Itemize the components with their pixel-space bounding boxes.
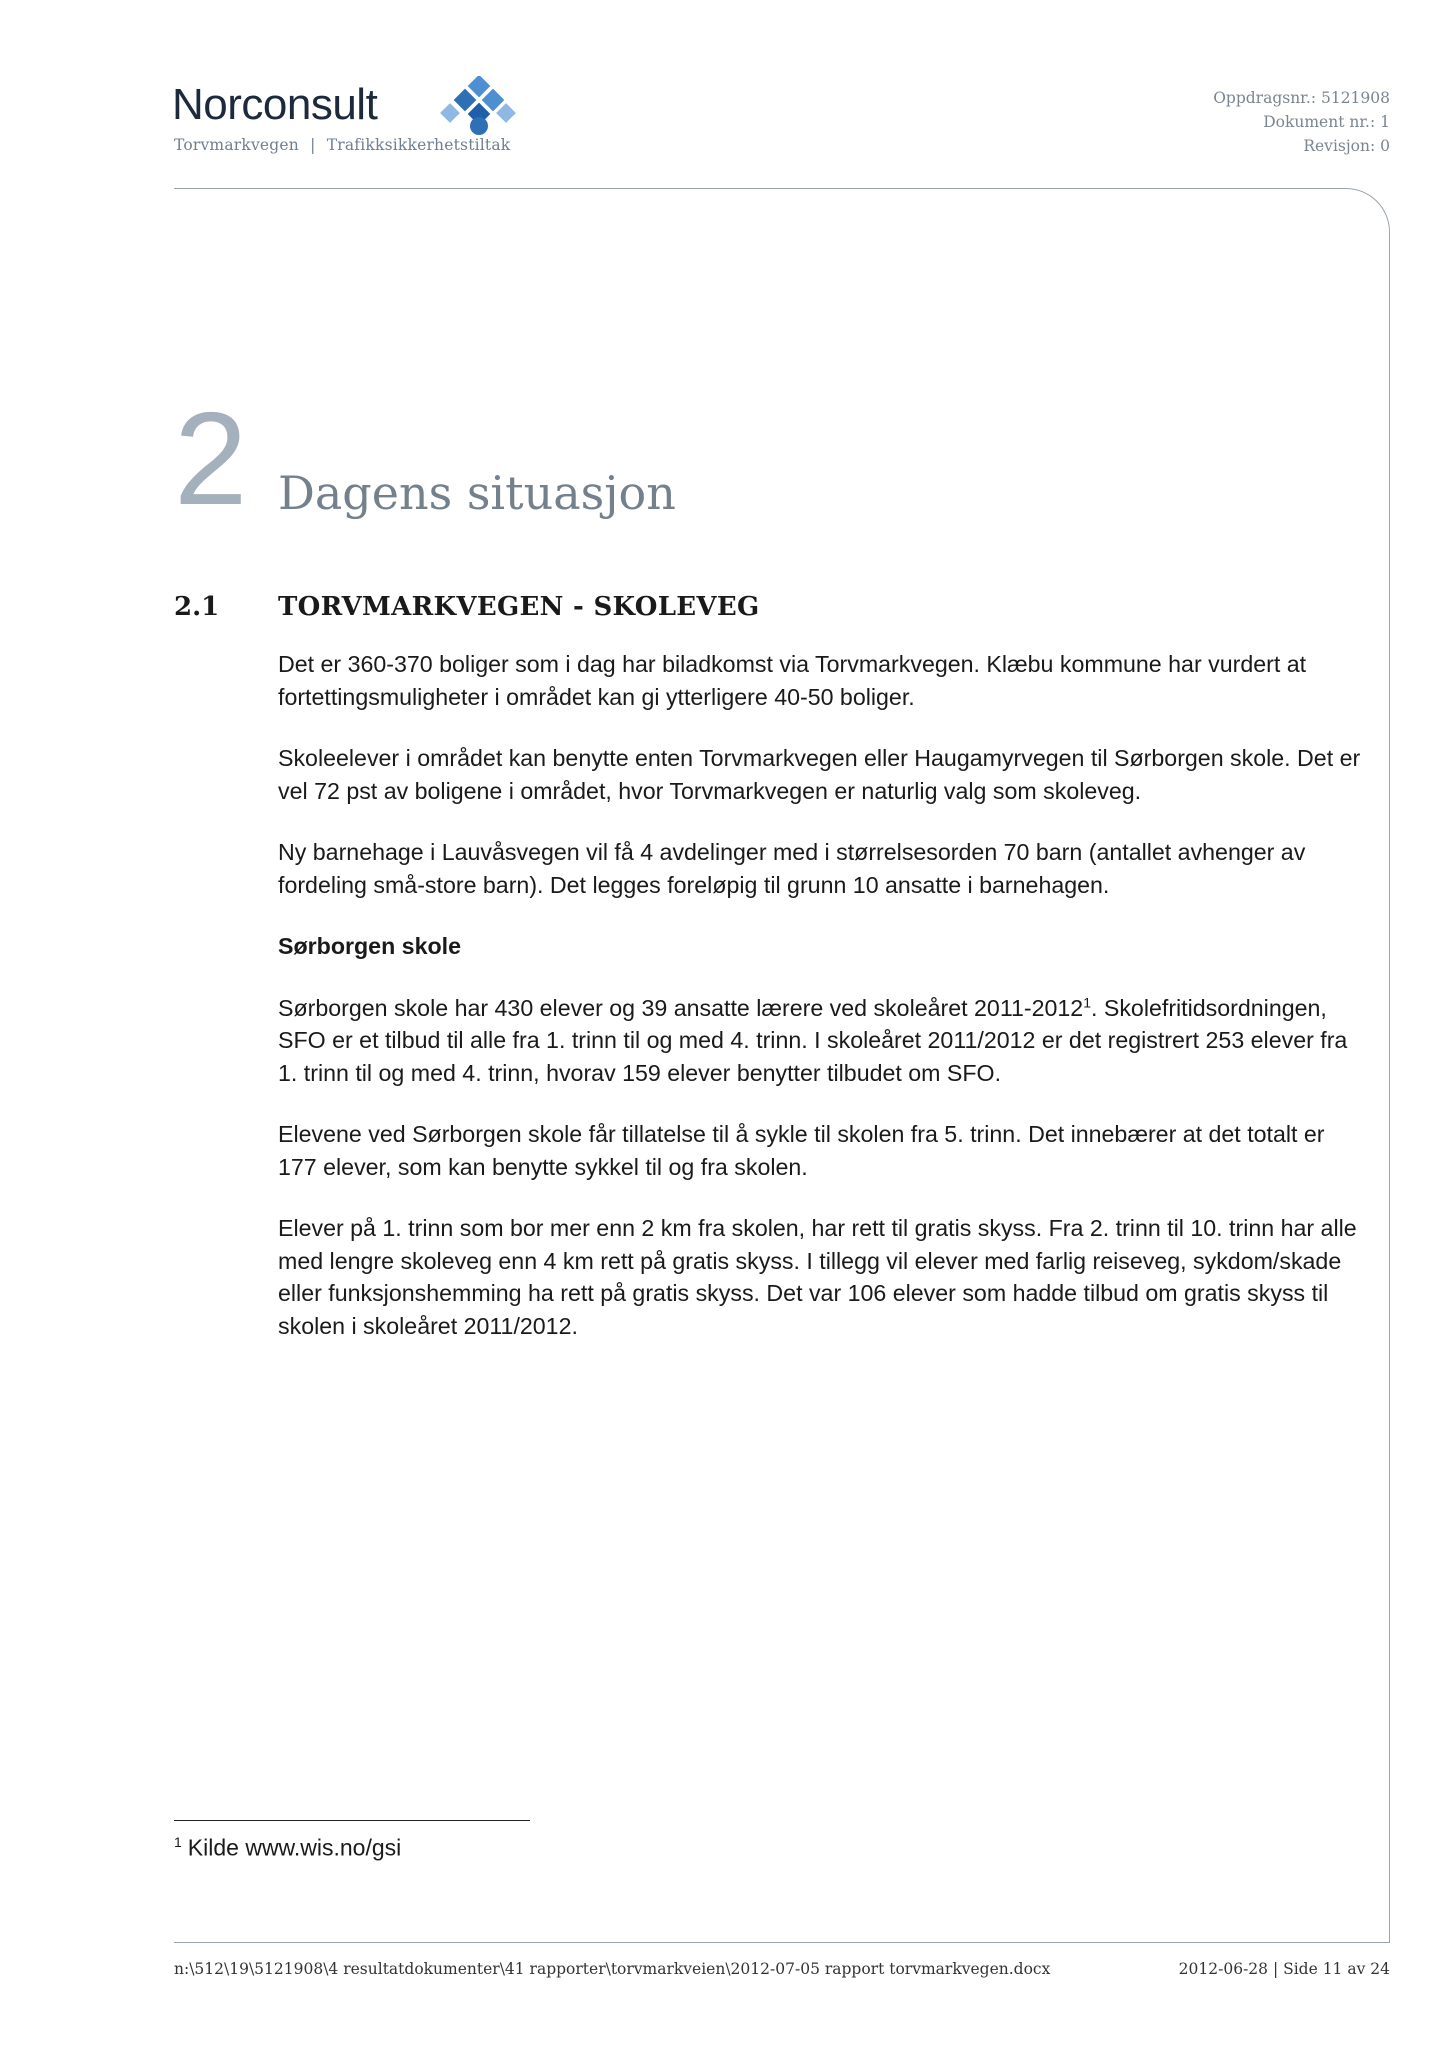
project-subject: Trafikksikkerhetstiltak <box>326 136 511 154</box>
body-text <box>278 648 1368 1371</box>
revisjon: Revisjon: 0 <box>1303 137 1390 155</box>
section-title: TORVMARKVEGEN - SKOLEVEG <box>278 592 760 622</box>
document-meta <box>1213 86 1390 158</box>
project-name: Torvmarkvegen <box>174 136 299 154</box>
footnote <box>174 1834 401 1862</box>
oppdragsnr: Oppdragsnr.: 5121908 <box>1213 89 1390 107</box>
footer-date-page: 2012-06-28 | Side 11 av 24 <box>1178 1960 1390 1978</box>
chapter-title: Dagens situasjon <box>278 466 676 520</box>
footnote-separator <box>174 1820 530 1821</box>
footnote-number: 1 <box>174 1834 182 1850</box>
footnote-reference[interactable]: 1 <box>1083 993 1091 1010</box>
brand-name: Norconsult <box>172 80 378 129</box>
sorborgen-text-a: Sørborgen skole har 430 elever og 39 ansatte lærere ved skoleåret 2011-2012 <box>278 994 1084 1021</box>
norconsult-logo <box>172 78 472 138</box>
footnote-text: Kilde www.wis.no/gsi <box>187 1834 402 1861</box>
chapter-number: 2 <box>174 385 248 532</box>
header-subtitle <box>174 136 510 154</box>
paragraph-boliger: Det er 360-370 boliger som i dag har biladkomst via Torvmarkvegen. Klæbu kommune har vurdert at fortettingsmuligheter i området kan gi ytterligere 40-50 boliger. <box>278 651 1307 710</box>
footer-rule <box>174 1942 1390 1943</box>
subheading-sorborgen: Sørborgen skole <box>278 933 461 959</box>
footer-file-path: n:\512\19\5121908\4 resultatdokumenter\41 rapporter\torvmarkveien\2012-07-05 rapport torvmarkvegen.docx <box>174 1960 1051 1978</box>
paragraph-skyss: Elever på 1. trinn som bor mer enn 2 km fra skolen, har rett til gratis skyss. Fra 2. trinn til 10. trinn har alle med lengre skoleveg enn 4 km rett på gratis skyss. I tillegg vil elever med farlig reiseveg, sykdom/skade eller funksjonshemming ha rett på gratis skyss. Det var 106 elever som hadde tilbud om gratis skyss til skolen i skoleåret 2011/2012. <box>278 1215 1357 1339</box>
header-separator: | <box>310 136 316 154</box>
paragraph-barnehage: Ny barnehage i Lauvåsvegen vil få 4 avdelinger med i størrelsesorden 70 barn (antallet avhenger av fordeling små-store barn). Det legges foreløpig til grunn 10 ansatte i barnehagen. <box>278 839 1306 898</box>
section-number: 2.1 <box>174 592 220 622</box>
dokument-nr: Dokument nr.: 1 <box>1263 113 1390 131</box>
norconsult-diamond-icon <box>440 76 520 140</box>
paragraph-sorborgen-skole <box>278 992 1368 1090</box>
paragraph-skoleelever: Skoleelever i området kan benytte enten Torvmarkvegen eller Haugamyrvegen til Sørborgen skole. Det er vel 72 pst av boligene i området, hvor Torvmarkvegen er naturlig valg som skoleveg. <box>278 745 1361 804</box>
paragraph-sykkel: Elevene ved Sørborgen skole får tillatelse til å sykle til skolen fra 5. trinn. Det innebærer at det totalt er 177 elever, som kan benytte sykkel til og fra skolen. <box>278 1121 1325 1180</box>
sorborgen-text-b: . Skolefritidsordningen, SFO er et tilbud til alle fra 1. trinn til og med 4. trinn. I skoleåret 2011/2012 er det registrert 253 elever fra 1. trinn til og med 4. trinn, hvorav 159 elever benytter tilbudet om SFO. <box>278 994 1348 1086</box>
